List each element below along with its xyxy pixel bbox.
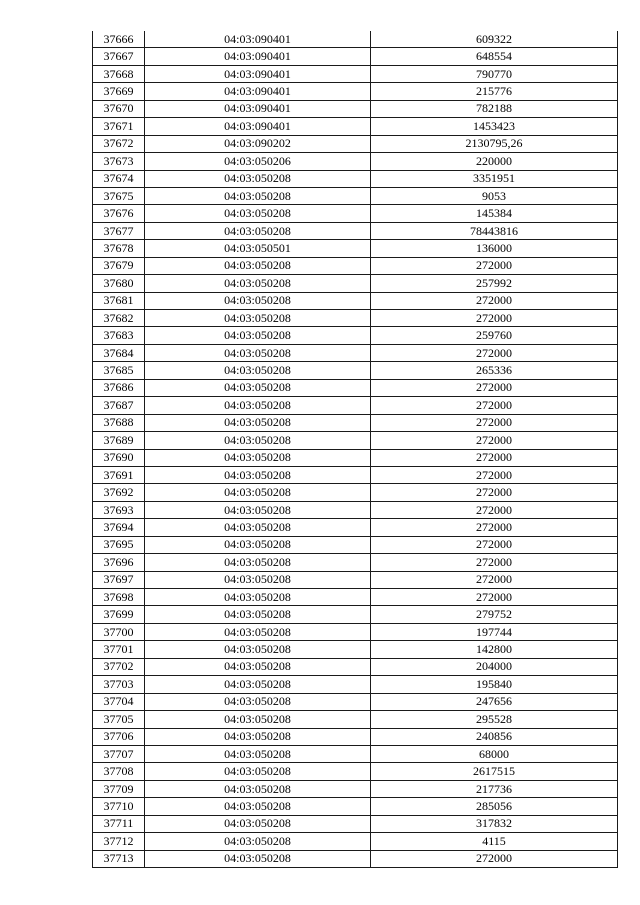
table-row <box>93 292 618 309</box>
table-row <box>93 658 618 675</box>
row-number-cell: 37699 <box>93 606 145 623</box>
row-number-cell: 37709 <box>93 780 145 797</box>
cadastral-code-cell: 04:03:050208 <box>145 187 371 204</box>
table-row <box>93 327 618 344</box>
table-row <box>93 850 618 867</box>
cadastral-code-cell: 04:03:050208 <box>145 798 371 815</box>
cadastral-code-cell: 04:03:050208 <box>145 658 371 675</box>
row-number-cell: 37667 <box>93 48 145 65</box>
row-number-cell: 37703 <box>93 676 145 693</box>
cadastral-code-cell: 04:03:050208 <box>145 310 371 327</box>
amount-cell: 272000 <box>371 414 618 431</box>
row-number-cell: 37686 <box>93 379 145 396</box>
amount-cell: 272000 <box>371 571 618 588</box>
amount-cell: 272000 <box>371 519 618 536</box>
table-row <box>93 711 618 728</box>
cadastral-code-cell: 04:03:050208 <box>145 623 371 640</box>
cadastral-code-cell: 04:03:050208 <box>145 554 371 571</box>
cadastral-code-cell: 04:03:090401 <box>145 118 371 135</box>
table-row <box>93 745 618 762</box>
amount-cell: 609322 <box>371 31 618 48</box>
table-row <box>93 310 618 327</box>
row-number-cell: 37676 <box>93 205 145 222</box>
row-number-cell: 37695 <box>93 536 145 553</box>
cadastral-code-cell: 04:03:050208 <box>145 641 371 658</box>
amount-cell: 272000 <box>371 257 618 274</box>
amount-cell: 272000 <box>371 344 618 361</box>
row-number-cell: 37711 <box>93 815 145 832</box>
row-number-cell: 37687 <box>93 397 145 414</box>
amount-cell: 257992 <box>371 275 618 292</box>
cadastral-code-cell: 04:03:090401 <box>145 31 371 48</box>
amount-cell: 272000 <box>371 292 618 309</box>
table-row <box>93 344 618 361</box>
row-number-cell: 37675 <box>93 187 145 204</box>
row-number-cell: 37690 <box>93 449 145 466</box>
table-row <box>93 275 618 292</box>
table-row <box>93 379 618 396</box>
table-row <box>93 589 618 606</box>
amount-cell: 272000 <box>371 432 618 449</box>
row-number-cell: 37668 <box>93 65 145 82</box>
amount-cell: 136000 <box>371 240 618 257</box>
table-row <box>93 153 618 170</box>
amount-cell: 265336 <box>371 362 618 379</box>
amount-cell: 272000 <box>371 310 618 327</box>
amount-cell: 4115 <box>371 833 618 850</box>
table-row <box>93 170 618 187</box>
row-number-cell: 37677 <box>93 222 145 239</box>
amount-cell: 145384 <box>371 205 618 222</box>
row-number-cell: 37694 <box>93 519 145 536</box>
registry-table-body <box>93 31 618 868</box>
row-number-cell: 37674 <box>93 170 145 187</box>
row-number-cell: 37683 <box>93 327 145 344</box>
cadastral-code-cell: 04:03:050208 <box>145 205 371 222</box>
amount-cell: 272000 <box>371 554 618 571</box>
table-row <box>93 606 618 623</box>
table-row <box>93 187 618 204</box>
cadastral-code-cell: 04:03:050501 <box>145 240 371 257</box>
cadastral-code-cell: 04:03:050208 <box>145 815 371 832</box>
table-row <box>93 571 618 588</box>
cadastral-code-cell: 04:03:050208 <box>145 379 371 396</box>
row-number-cell: 37689 <box>93 432 145 449</box>
cadastral-code-cell: 04:03:050208 <box>145 292 371 309</box>
cadastral-code-cell: 04:03:090401 <box>145 48 371 65</box>
amount-cell: 68000 <box>371 745 618 762</box>
amount-cell: 279752 <box>371 606 618 623</box>
table-row <box>93 397 618 414</box>
cadastral-code-cell: 04:03:090401 <box>145 83 371 100</box>
row-number-cell: 37701 <box>93 641 145 658</box>
amount-cell: 1453423 <box>371 118 618 135</box>
row-number-cell: 37712 <box>93 833 145 850</box>
row-number-cell: 37696 <box>93 554 145 571</box>
table-row <box>93 641 618 658</box>
cadastral-code-cell: 04:03:050208 <box>145 745 371 762</box>
cadastral-code-cell: 04:03:050208 <box>145 414 371 431</box>
table-row <box>93 484 618 501</box>
amount-cell: 247656 <box>371 693 618 710</box>
table-row <box>93 536 618 553</box>
table-row <box>93 623 618 640</box>
cadastral-code-cell: 04:03:050208 <box>145 589 371 606</box>
table-row <box>93 414 618 431</box>
cadastral-code-cell: 04:03:050208 <box>145 501 371 518</box>
amount-cell: 2130795,26 <box>371 135 618 152</box>
amount-cell: 272000 <box>371 484 618 501</box>
amount-cell: 272000 <box>371 501 618 518</box>
amount-cell: 272000 <box>371 589 618 606</box>
amount-cell: 217736 <box>371 780 618 797</box>
cadastral-code-cell: 04:03:050208 <box>145 432 371 449</box>
cadastral-code-cell: 04:03:050208 <box>145 222 371 239</box>
row-number-cell: 37698 <box>93 589 145 606</box>
cadastral-code-cell: 04:03:050208 <box>145 170 371 187</box>
cadastral-code-cell: 04:03:050208 <box>145 728 371 745</box>
row-number-cell: 37692 <box>93 484 145 501</box>
amount-cell: 272000 <box>371 850 618 867</box>
registry-table <box>92 31 618 868</box>
table-row <box>93 519 618 536</box>
table-row <box>93 728 618 745</box>
amount-cell: 3351951 <box>371 170 618 187</box>
amount-cell: 195840 <box>371 676 618 693</box>
row-number-cell: 37688 <box>93 414 145 431</box>
table-row <box>93 676 618 693</box>
table-row <box>93 83 618 100</box>
row-number-cell: 37679 <box>93 257 145 274</box>
row-number-cell: 37713 <box>93 850 145 867</box>
amount-cell: 272000 <box>371 397 618 414</box>
amount-cell: 782188 <box>371 100 618 117</box>
table-row <box>93 833 618 850</box>
amount-cell: 215776 <box>371 83 618 100</box>
row-number-cell: 37669 <box>93 83 145 100</box>
amount-cell: 317832 <box>371 815 618 832</box>
cadastral-code-cell: 04:03:050208 <box>145 850 371 867</box>
cadastral-code-cell: 04:03:050208 <box>145 449 371 466</box>
cadastral-code-cell: 04:03:050208 <box>145 763 371 780</box>
row-number-cell: 37670 <box>93 100 145 117</box>
amount-cell: 790770 <box>371 65 618 82</box>
row-number-cell: 37702 <box>93 658 145 675</box>
table-row <box>93 798 618 815</box>
amount-cell: 272000 <box>371 536 618 553</box>
amount-cell: 142800 <box>371 641 618 658</box>
table-row <box>93 501 618 518</box>
row-number-cell: 37680 <box>93 275 145 292</box>
row-number-cell: 37671 <box>93 118 145 135</box>
table-row <box>93 763 618 780</box>
row-number-cell: 37672 <box>93 135 145 152</box>
row-number-cell: 37697 <box>93 571 145 588</box>
row-number-cell: 37706 <box>93 728 145 745</box>
row-number-cell: 37684 <box>93 344 145 361</box>
row-number-cell: 37707 <box>93 745 145 762</box>
table-row <box>93 48 618 65</box>
cadastral-code-cell: 04:03:050208 <box>145 257 371 274</box>
table-row <box>93 693 618 710</box>
row-number-cell: 37673 <box>93 153 145 170</box>
table-row <box>93 65 618 82</box>
row-number-cell: 37682 <box>93 310 145 327</box>
cadastral-code-cell: 04:03:050208 <box>145 693 371 710</box>
table-row <box>93 100 618 117</box>
row-number-cell: 37691 <box>93 466 145 483</box>
table-row <box>93 257 618 274</box>
cadastral-code-cell: 04:03:050208 <box>145 362 371 379</box>
table-row <box>93 205 618 222</box>
cadastral-code-cell: 04:03:050208 <box>145 397 371 414</box>
amount-cell: 648554 <box>371 48 618 65</box>
row-number-cell: 37681 <box>93 292 145 309</box>
cadastral-code-cell: 04:03:050208 <box>145 606 371 623</box>
amount-cell: 272000 <box>371 466 618 483</box>
table-row <box>93 31 618 48</box>
row-number-cell: 37704 <box>93 693 145 710</box>
amount-cell: 204000 <box>371 658 618 675</box>
cadastral-code-cell: 04:03:050208 <box>145 519 371 536</box>
row-number-cell: 37708 <box>93 763 145 780</box>
table-row <box>93 780 618 797</box>
amount-cell: 240856 <box>371 728 618 745</box>
row-number-cell: 37705 <box>93 711 145 728</box>
amount-cell: 2617515 <box>371 763 618 780</box>
amount-cell: 272000 <box>371 379 618 396</box>
cadastral-code-cell: 04:03:050208 <box>145 780 371 797</box>
amount-cell: 78443816 <box>371 222 618 239</box>
amount-cell: 197744 <box>371 623 618 640</box>
row-number-cell: 37666 <box>93 31 145 48</box>
table-row <box>93 362 618 379</box>
cadastral-code-cell: 04:03:090401 <box>145 65 371 82</box>
row-number-cell: 37678 <box>93 240 145 257</box>
table-row <box>93 449 618 466</box>
amount-cell: 220000 <box>371 153 618 170</box>
cadastral-code-cell: 04:03:050208 <box>145 571 371 588</box>
amount-cell: 295528 <box>371 711 618 728</box>
amount-cell: 259760 <box>371 327 618 344</box>
cadastral-code-cell: 04:03:090202 <box>145 135 371 152</box>
cadastral-code-cell: 04:03:050208 <box>145 327 371 344</box>
table-row <box>93 240 618 257</box>
cadastral-code-cell: 04:03:090401 <box>145 100 371 117</box>
table-row <box>93 432 618 449</box>
cadastral-code-cell: 04:03:050208 <box>145 833 371 850</box>
cadastral-code-cell: 04:03:050206 <box>145 153 371 170</box>
cadastral-code-cell: 04:03:050208 <box>145 711 371 728</box>
table-row <box>93 135 618 152</box>
amount-cell: 285056 <box>371 798 618 815</box>
table-row <box>93 815 618 832</box>
row-number-cell: 37700 <box>93 623 145 640</box>
cadastral-code-cell: 04:03:050208 <box>145 344 371 361</box>
row-number-cell: 37710 <box>93 798 145 815</box>
cadastral-code-cell: 04:03:050208 <box>145 275 371 292</box>
table-row <box>93 118 618 135</box>
amount-cell: 9053 <box>371 187 618 204</box>
cadastral-code-cell: 04:03:050208 <box>145 676 371 693</box>
row-number-cell: 37685 <box>93 362 145 379</box>
cadastral-code-cell: 04:03:050208 <box>145 484 371 501</box>
cadastral-code-cell: 04:03:050208 <box>145 466 371 483</box>
row-number-cell: 37693 <box>93 501 145 518</box>
table-row <box>93 554 618 571</box>
table-row <box>93 466 618 483</box>
table-row <box>93 222 618 239</box>
cadastral-code-cell: 04:03:050208 <box>145 536 371 553</box>
amount-cell: 272000 <box>371 449 618 466</box>
